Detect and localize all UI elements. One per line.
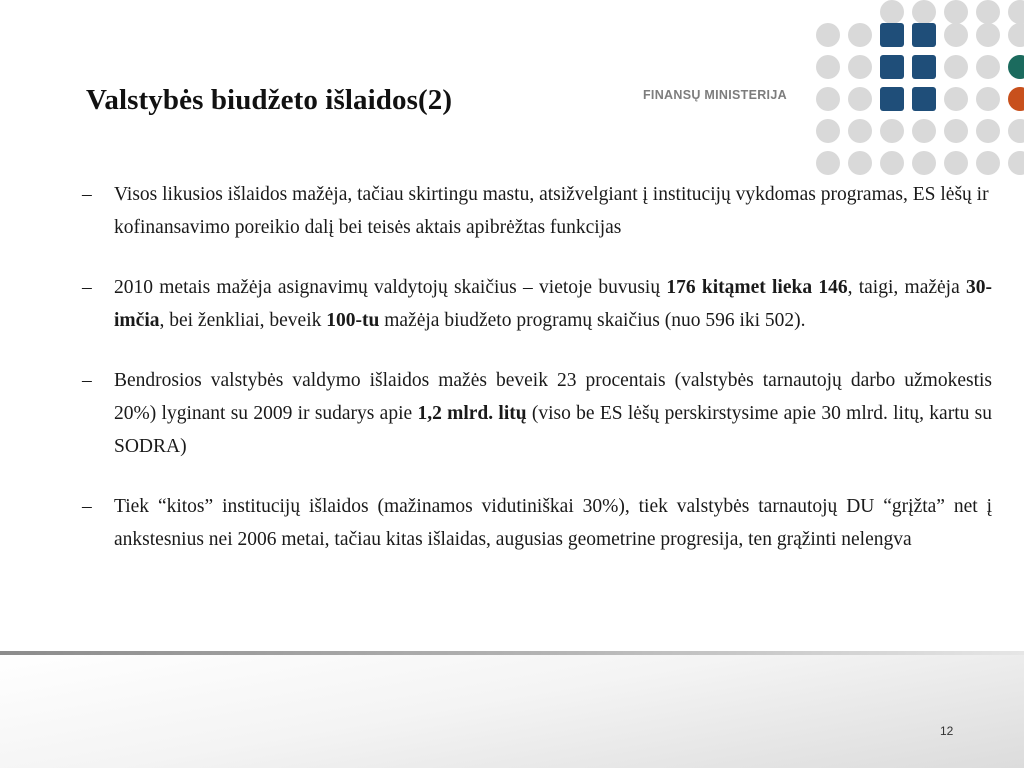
decorative-dot	[1008, 119, 1024, 143]
decorative-dot	[912, 151, 936, 175]
decorative-dot	[848, 87, 872, 111]
decorative-dot	[976, 87, 1000, 111]
bullet-dash: –	[82, 496, 92, 517]
bullet-dash: –	[82, 370, 92, 391]
decorative-dot	[848, 23, 872, 47]
slide-title: Valstybės biudžeto išlaidos(2)	[86, 84, 453, 116]
decorative-dot	[816, 87, 840, 111]
bottom-gradient-band	[0, 652, 1024, 768]
page-number: 12	[940, 724, 954, 738]
decorative-dot	[912, 0, 936, 24]
decorative-dot	[880, 119, 904, 143]
decorative-dot	[944, 119, 968, 143]
decorative-dot	[848, 151, 872, 175]
decorative-dot	[912, 87, 936, 111]
bullet-text: , bei ženkliai, beveik	[159, 310, 327, 331]
bullet-list	[82, 178, 992, 583]
decorative-dot	[880, 55, 904, 79]
decorative-dot	[816, 23, 840, 47]
decorative-dot	[816, 151, 840, 175]
decorative-dot	[816, 119, 840, 143]
bullet-text: 2010 metais mažėja asignavimų valdytojų skaičius – vietoje buvusių	[114, 277, 667, 298]
decorative-dot	[944, 151, 968, 175]
bullet-text: (viso be ES lėšų perskirstysime apie 30 mlrd. litų, kartu su SODRA)	[114, 403, 992, 457]
decorative-dot	[944, 0, 968, 24]
decorative-dot	[944, 55, 968, 79]
decorative-dot	[912, 119, 936, 143]
decorative-dot	[912, 55, 936, 79]
decorative-dot	[848, 55, 872, 79]
bullet-text: mažėja biudžeto programų skaičius (nuo 596 iki 502).	[379, 310, 806, 331]
decorative-dot	[880, 0, 904, 24]
bottom-divider-line	[0, 651, 1024, 655]
bullet-item	[82, 178, 992, 244]
bullet-text: , taigi, mažėja	[847, 277, 966, 298]
decorative-dot	[1008, 23, 1024, 47]
bullet-dash: –	[82, 277, 92, 298]
decorative-dot	[912, 23, 936, 47]
bullet-text: Visos likusios išlaidos mažėja, tačiau skirtingu mastu, atsižvelgiant į institucijų vykdomas programas, ES lėšų ir kofinansavimo poreikio dalį bei teisės aktais apibrėžtas funkcijas	[114, 184, 989, 238]
bullet-bold-text: 1,2 mlrd. litų	[417, 403, 527, 424]
decorative-dot	[976, 0, 1000, 24]
bullet-text: Tiek “kitos” institucijų išlaidos (mažinamos vidutiniškai 30%), tiek valstybės tarnautojų DU “grįžta” net į ankstesnius nei 2006 metai, tačiau kitas išlaidas, augusias geometrine progresija, ten grąžinti nelengva	[114, 496, 992, 550]
decorative-dot	[880, 23, 904, 47]
decorative-dot	[976, 119, 1000, 143]
decorative-dot	[880, 87, 904, 111]
bullet-bold-text: 176 kitąmet lieka 146	[666, 277, 848, 298]
bullet-bold-text: 100-tu	[326, 310, 380, 331]
decorative-dot	[816, 55, 840, 79]
decorative-dot	[1008, 87, 1024, 111]
decorative-dot	[944, 87, 968, 111]
ministry-logo-text: FINANSŲ MINISTERIJA	[643, 88, 787, 102]
decorative-dot	[976, 23, 1000, 47]
bullet-dash: –	[82, 184, 92, 205]
decorative-dot	[1008, 55, 1024, 79]
bullet-text: Bendrosios valstybės valdymo išlaidos mažės beveik 23 procentais (valstybės tarnautojų darbo užmokestis 20%) lyginant su 2009 ir sudarys apie	[114, 370, 992, 424]
bullet-item	[82, 490, 992, 556]
decorative-dot	[976, 151, 1000, 175]
bullet-bold-text: 30-imčia	[114, 277, 992, 331]
bullet-item	[82, 271, 992, 337]
decorative-dot	[1008, 0, 1024, 24]
decorative-dot	[880, 151, 904, 175]
decorative-dot	[976, 55, 1000, 79]
decorative-dot	[848, 119, 872, 143]
decorative-dot	[1008, 151, 1024, 175]
bullet-item	[82, 364, 992, 463]
decorative-dot	[944, 23, 968, 47]
